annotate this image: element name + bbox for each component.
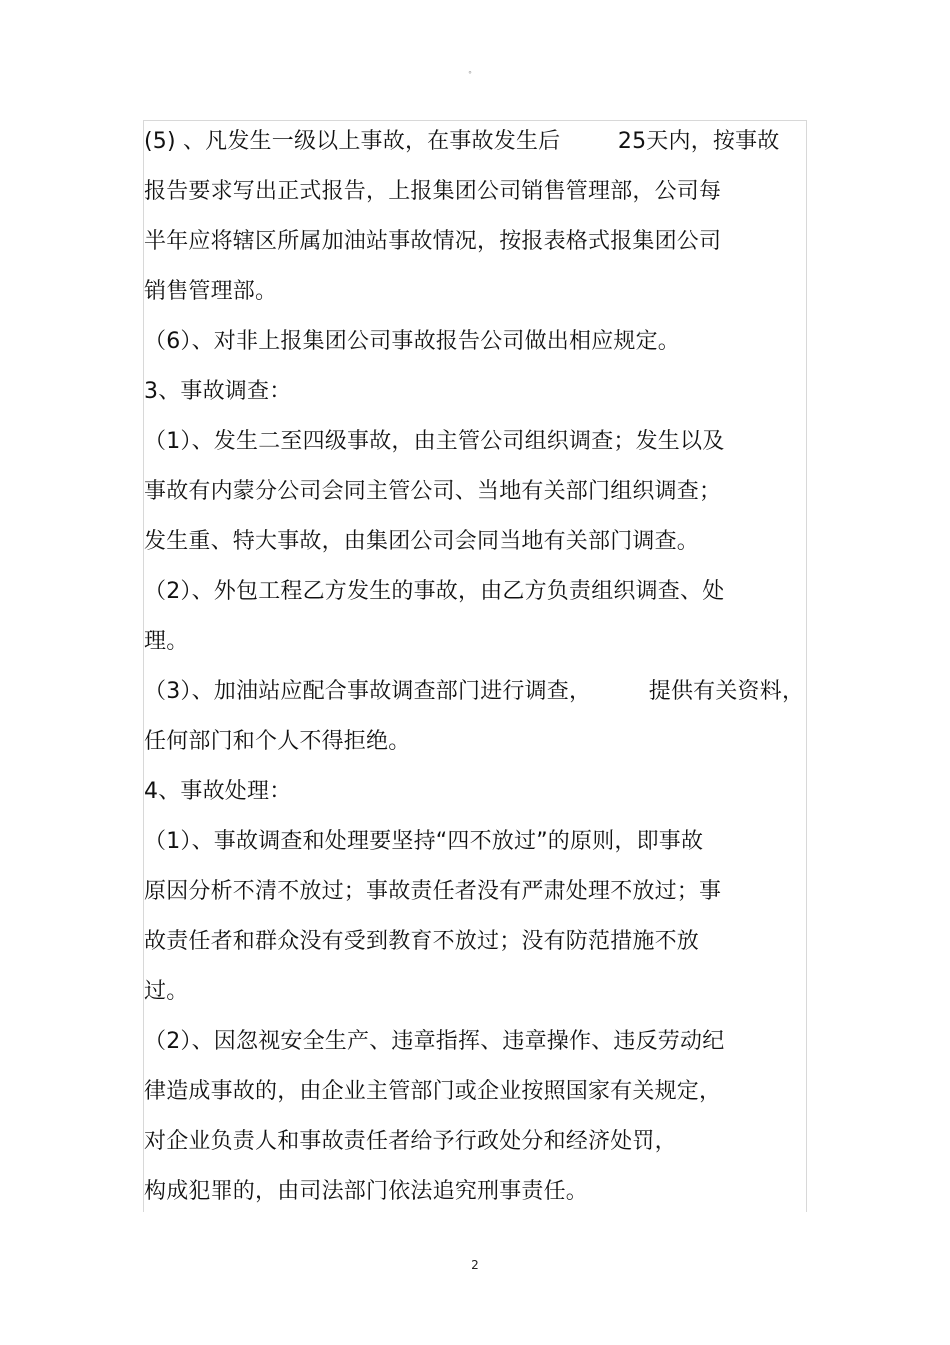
text-line: （1）、发生二至四级事故，由主管公司组织调查；发生以及 [144,429,725,454]
top-mark: ° [468,70,472,79]
text-line: (5) 、凡发生一级以上事故，在事故发生后 25天内，按事故 [144,129,780,154]
document-body [144,124,804,1224]
text-line: 过。 [144,979,189,1004]
frame-right-border [806,120,807,1212]
section-heading: 3、事故调查： [144,379,292,404]
text-line: 原因分析不清不放过；事故责任者没有严肃处理不放过；事 [144,879,722,904]
text-line: （3）、加油站应配合事故调查部门进行调查， 提供有关资料， [144,679,805,704]
text-line: 半年应将辖区所属加油站事故情况，按报表格式报集团公司 [144,229,722,254]
text-line: （6）、对非上报集团公司事故报告公司做出相应规定。 [144,329,680,354]
text-line: 发生重、特大事故，由集团公司会同当地有关部门调查。 [144,529,700,554]
frame-top-border [143,120,806,121]
text-line: 报告要求写出正式报告，上报集团公司销售管理部，公司每 [144,179,722,204]
text-line: （2）、外包工程乙方发生的事故，由乙方负责组织调查、处 [144,579,725,604]
text-line: （2）、因忽视安全生产、违章指挥、违章操作、违反劳动纪 [144,1029,725,1054]
text-line: （1）、事故调查和处理要坚持“四不放过”的原则，即事故 [144,829,704,854]
text-line: 理。 [144,629,189,654]
text-line: 律造成事故的，由企业主管部门或企业按照国家有关规定， [144,1079,722,1104]
text-line: 任何部门和个人不得拒绝。 [144,729,411,754]
section-heading: 4、事故处理： [144,779,292,804]
text-line: 事故有内蒙分公司会同主管公司、当地有关部门组织调查； [144,479,722,504]
text-line: 销售管理部。 [144,279,278,304]
page-number: 2 [471,1258,479,1272]
text-line: 故责任者和群众没有受到教育不放过；没有防范措施不放 [144,929,700,954]
text-line: 构成犯罪的，由司法部门依法追究刑事责任。 [144,1179,589,1204]
text-line: 对企业负责人和事故责任者给予行政处分和经济处罚， [144,1129,677,1154]
